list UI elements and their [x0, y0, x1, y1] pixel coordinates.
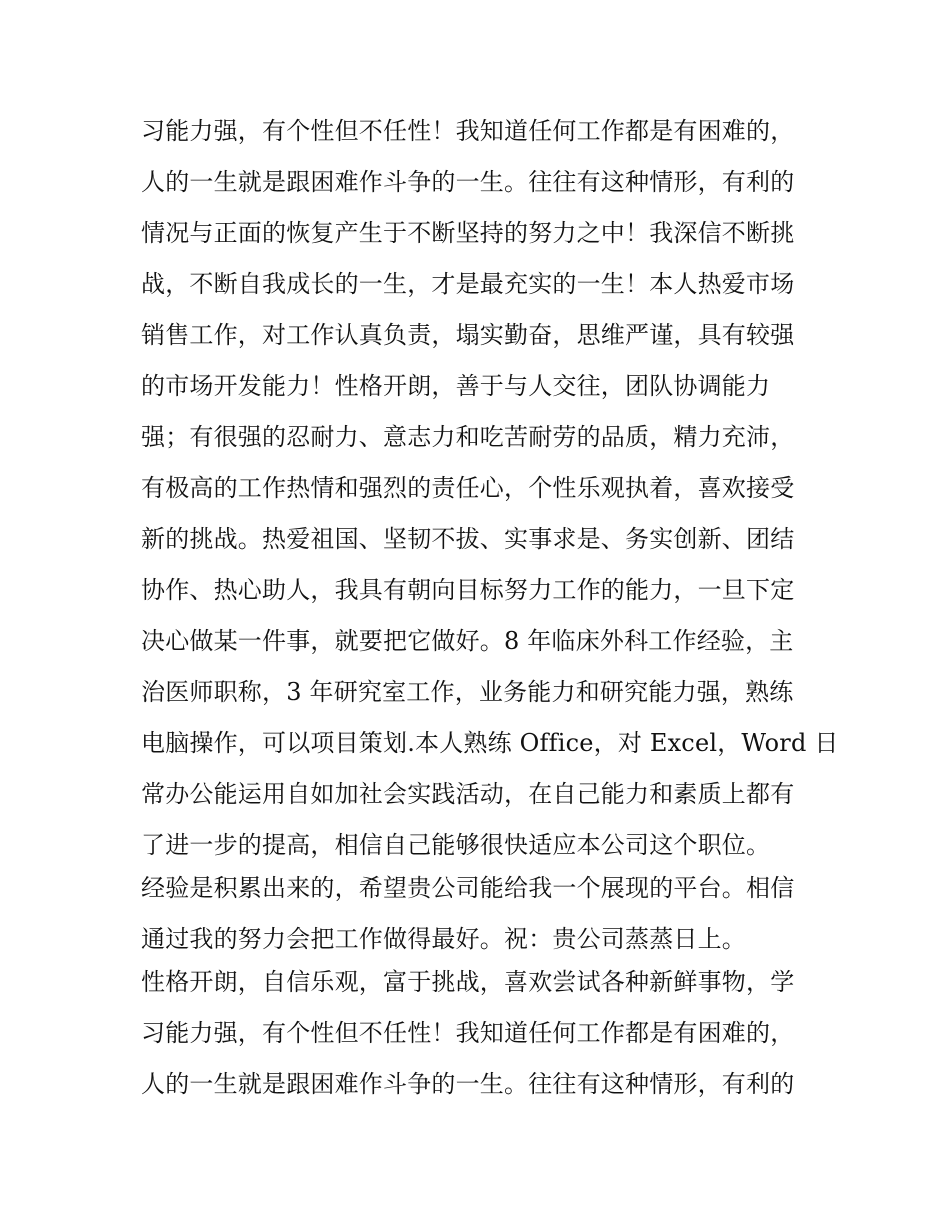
text-line: 协作、热心助人，我具有朝向目标努力工作的能力，一旦下定 [141, 576, 795, 604]
text-line: 的市场开发能力！性格开朗，善于与人交往，团队协调能力 [141, 372, 771, 400]
text-line: 通过我的努力会把工作做得最好。祝：贵公司蒸蒸日上。 [141, 925, 746, 953]
text-line: 人的一生就是跟困难作斗争的一生。往往有这种情形，有利的 [141, 168, 795, 196]
text-line: 了进一步的提高，相信自己能够很快适应本公司这个职位。 [141, 831, 771, 859]
text-line: 销售工作，对工作认真负责，塌实勤奋，思维严谨，具有较强 [141, 321, 795, 349]
text-line: 战，不断自我成长的一生，才是最充实的一生！本人热爱市场 [141, 270, 795, 298]
text-line: 治医师职称，3 年研究室工作，业务能力和研究能力强，熟练 [141, 678, 794, 706]
text-line: 情况与正面的恢复产生于不断坚持的努力之中！我深信不断挑 [141, 219, 795, 247]
text-line: 性格开朗，自信乐观，富于挑战，喜欢尝试各种新鲜事物，学 [141, 968, 795, 996]
text-line: 新的挑战。热爱祖国、坚韧不拔、实事求是、务实创新、团结 [141, 525, 795, 553]
document-body [141, 106, 839, 1110]
text-line: 常办公能运用自如加社会实践活动，在自己能力和素质上都有 [141, 780, 795, 808]
text-line: 有极高的工作热情和强烈的责任心，个性乐观执着，喜欢接受 [141, 474, 795, 502]
text-line: 习能力强，有个性但不任性！我知道任何工作都是有困难的， [141, 1019, 795, 1047]
text-line: 习能力强，有个性但不任性！我知道任何工作都是有困难的， [141, 117, 795, 145]
text-line: 人的一生就是跟困难作斗争的一生。往往有这种情形，有利的 [141, 1070, 795, 1098]
text-line: 经验是积累出来的，希望贵公司能给我一个展现的平台。相信 [141, 874, 795, 902]
text-line: 强；有很强的忍耐力、意志力和吃苦耐劳的品质，精力充沛， [141, 423, 795, 451]
text-line: 决心做某一件事，就要把它做好。8 年临床外科工作经验，主 [141, 627, 794, 655]
text-line: 电脑操作，可以项目策划.本人熟练 Office，对 Excel，Word 日 [141, 729, 839, 757]
